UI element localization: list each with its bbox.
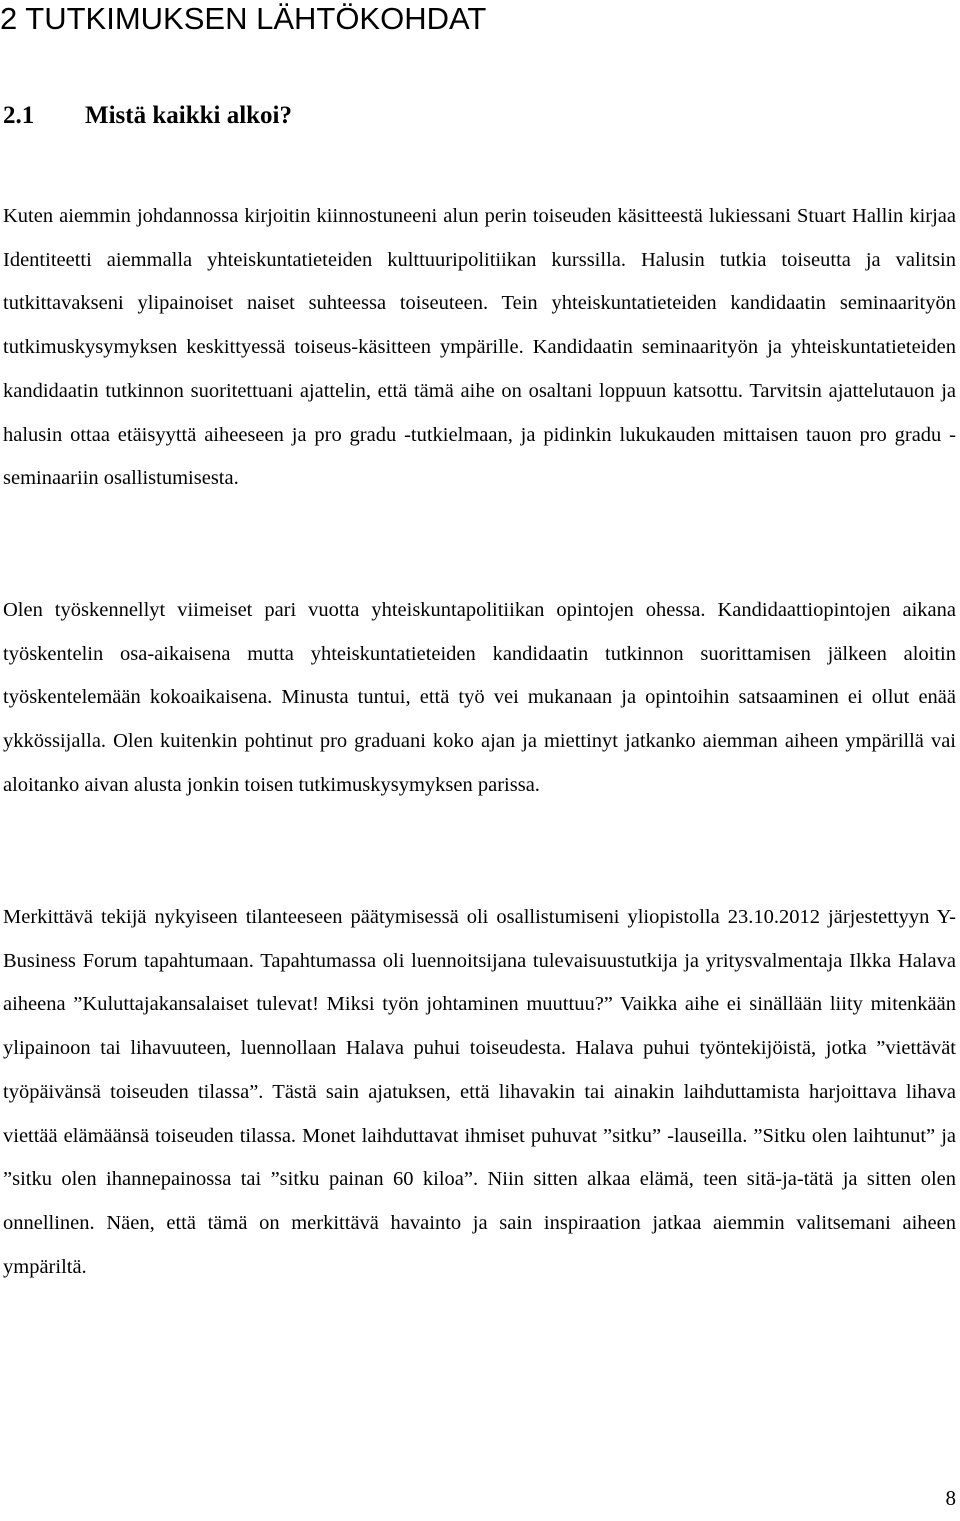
chapter-title: 2 TUTKIMUKSEN LÄHTÖKOHDAT xyxy=(0,1,487,36)
section-title: Mistä kaikki alkoi? xyxy=(85,102,292,129)
section-number: 2.1 xyxy=(3,102,35,129)
body-paragraph-3: Merkittävä tekijä nykyiseen tilanteeseen päätymisessä oli osallistumiseni yliopistolla 23.10.2012 järjestettyyn Y-Business Forum tapahtumaan. Tapahtumassa oli luennoitsijana tulevaisuustutkija ja yritysvalmentaja Ilkka Halava aiheena ”Kuluttajakansalaiset tulevat! Miksi työn johtaminen muuttuu?” Vaikka aihe ei sinällään liity mitenkään ylipainoon tai lihavuuteen, luennollaan Halava puhui toiseudesta. Halava puhui työntekijöistä, jotka ”viettävät työpäivänsä toiseuden tilassa”. Tästä sain ajatuksen, että lihavakin tai ainakin laihduttamista harjoittava lihava viettää elämäänsä toiseuden tilassa. Monet laihduttavat ihmiset puhuvat ”sitku” -lauseilla. ”Sitku olen laihtunut” ja ”sitku olen ihannepainossa tai ”sitku painan 60 kiloa”. Niin sitten alkaa elämä, teen sitä-ja-tätä ja sitten olen onnellinen. Näen, että tämä on merkittävä havainto ja sain inspiraation jatkaa aiemmin valitsemani aiheen ympäriltä. xyxy=(3,906,956,1278)
body-paragraph-1: Kuten aiemmin johdannossa kirjoitin kiinnostuneeni alun perin toiseuden käsitteestä lukiessani Stuart Hallin kirjaa Identiteetti aiemmalla yhteiskuntatieteiden kulttuuripolitiikan kurssilla. Halusin tutkia toiseutta ja valitsin tutkittavakseni ylipainoiset naiset suhteessa toiseuteen. Tein yhteiskuntatieteiden kandidaatin seminaarityön tutkimuskysymyksen keskittyessä toiseus-käsitteen ympärille. Kandidaatin seminaarityön ja yhteiskuntatieteiden kandidaatin tutkinnon suoritettuani ajattelin, että tämä aihe on osaltani loppuun katsottu. Tarvitsin ajattelutauon ja halusin ottaa etäisyyttä aiheeseen ja pro gradu -tutkielmaan, ja pidinkin lukukauden mittaisen tauon pro gradu -seminaariin osallistumisesta. xyxy=(3,205,956,490)
page-number: 8 xyxy=(945,1486,956,1510)
body-paragraph-2: Olen työskennellyt viimeiset pari vuotta yhteiskuntapolitiikan opintojen ohessa. Kandidaattiopintojen aikana työskentelin osa-aikaisena mutta yhteiskuntatieteiden kandidaatin tutkinnon suorittamisen jälkeen aloitin työskentelemään kokoaikaisena. Minusta tuntui, että työ vei mukanaan ja opintoihin satsaaminen ei ollut enää ykkössijalla. Olen kuitenkin pohtinut pro graduani koko ajan ja miettinyt jatkanko aiemman aiheen ympärillä vai aloitanko aivan alusta jonkin toisen tutkimuskysymyksen parissa. xyxy=(3,599,956,796)
section-heading xyxy=(3,98,292,134)
